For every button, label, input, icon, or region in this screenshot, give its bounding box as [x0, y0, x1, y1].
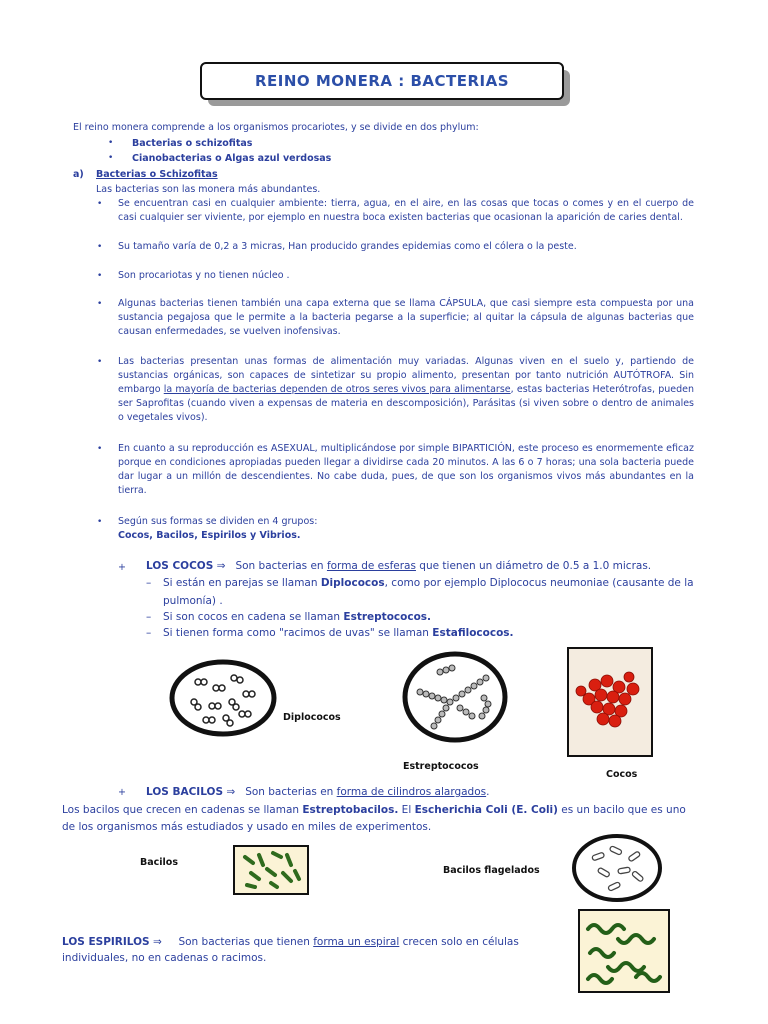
cocos-line [163, 576, 698, 591]
arrow-icon: ⇒ [216, 560, 226, 572]
estafilococos-term: Estafilococos. [432, 627, 514, 639]
cocos-line [163, 610, 431, 625]
bacilos-marker: + [118, 787, 126, 798]
caption-cocos: Cocos [606, 769, 638, 780]
caption-estreptococos: Estreptococos [403, 761, 479, 772]
dash-marker: – [146, 627, 152, 639]
cocos-line [163, 626, 514, 641]
espirilos-image [578, 909, 670, 993]
cocos-line-text: Si tienen forma como "racimos de uvas" se llaman [163, 627, 433, 639]
cocos-desc-end: que tienen un diámetro de 0.5 a 1.0 micras. [415, 560, 652, 572]
diplococos-term: Diplococos [320, 577, 385, 589]
diplococos-image [168, 658, 278, 740]
bacilos-heading: LOS BACILOS [146, 786, 224, 798]
cocos-line-text: Si son cocos en cadena se llaman [163, 611, 344, 623]
dash-marker: – [146, 611, 152, 623]
cocos-desc-underlined: forma de esferas [326, 560, 416, 572]
bullet-icon: • [97, 517, 103, 527]
ecoli-term: Escherichia Coli (E. Coli) [414, 804, 558, 816]
bullet-text [118, 355, 694, 425]
bullet-text: Su tamaño varía de 0,2 a 3 micras, Han producido grandes epidemias como el cólera o la peste. [118, 241, 577, 252]
bacilos-desc: Son bacterias en [245, 786, 337, 798]
bullet-icon: • [97, 357, 103, 367]
bullet-icon: • [108, 138, 114, 148]
caption-bacilos-flagelados: Bacilos flagelados [443, 865, 540, 876]
cocos-image [567, 647, 653, 757]
caption-bacilos: Bacilos [140, 857, 178, 868]
cocos-desc: Son bacterias en [235, 560, 327, 572]
espirilos-heading-line [62, 935, 519, 950]
bullet-text: Son procariotas y no tienen núcleo . [118, 270, 290, 281]
bacilos-image [233, 845, 309, 895]
espirilos-desc: Son bacterias que tienen [178, 936, 314, 948]
bacilos-paragraph-text: Los bacilos que crecen en cadenas se llaman [62, 804, 303, 816]
espirilos-desc-end: crecen solo en células [399, 936, 519, 948]
groups-list: Cocos, Bacilos, Espirilos y Vibrios. [118, 530, 301, 541]
arrow-icon: ⇒ [152, 936, 162, 948]
bullet-text: En cuanto a su reproducción es ASEXUAL, multiplicándose por simple BIPARTICIÓN, este proceso es enormemente eficaz porque en condiciones apropiadas pueden llegar a dividirse cada 20 minutos. A las 6 o 7 horas; una sola bacteria puede dar lugar a un millón de descendientes. No cabe duda, pues, de que son los organismos vivos más abundantes en la tierra. [118, 443, 694, 496]
bullet-text: Se encuentran casi en cualquier ambiente: tierra, agua, en el aire, en las cosas que tocas o comes y en el cuerpo de casi cualquier ser viviente, por ejemplo en nuestra boca existen bacterias que ocasionan la aparición de caries dental. [118, 198, 694, 223]
espirilos-desc-underlined: forma un espiral [313, 936, 400, 948]
bacilos-paragraph-text: El [398, 804, 415, 816]
bacilos-flagelados-image [570, 832, 664, 904]
section-marker: a) [73, 169, 84, 180]
bullet-icon: • [97, 242, 103, 252]
estreptococos-term: Estreptococos. [343, 611, 432, 623]
dash-marker: – [146, 577, 152, 589]
bullet-icon: • [97, 271, 103, 281]
bullet-icon: • [97, 444, 103, 454]
bullet-icon: • [97, 299, 103, 309]
espirilos-heading: LOS ESPIRILOS [62, 936, 150, 948]
bacilos-paragraph-line2: de los organismos más estudiados y usado en miles de experimentos. [62, 821, 432, 833]
intro-text: El reino monera comprende a los organismos procariotes, y se divide en dos phylum: [73, 122, 479, 133]
cocos-line-text: , como por ejemplo Diplococus neumoniae (causante de la [384, 577, 694, 589]
cocos-line-text: Si están en parejas se llaman [163, 577, 321, 589]
underlined-text: la mayoría de bacterias dependen de otros seres vivos para alimentarse [163, 384, 511, 395]
bacilos-paragraph [62, 803, 686, 818]
espirilos-line2: individuales, no en cadenas o racimos. [62, 952, 267, 964]
cocos-heading: LOS COCOS [146, 560, 214, 572]
bullet-text-part: , estas bacterias Heterótrofas, pueden ser Saprofitas (cuando viven a expensas de materia en descomposición), Parásitas (si viven sobre o dentro de animales o vegetales vivos). [118, 384, 694, 423]
section-lead: Las bacterias son las monera más abundantes. [96, 184, 321, 195]
phylum-item: Bacterias o schizofitas [132, 138, 253, 149]
bullet-text: Según sus formas se dividen en 4 grupos: [118, 516, 318, 527]
phylum-item: Cianobacterias o Algas azul verdosas [132, 153, 332, 164]
page-title: REINO MONERA : BACTERIAS [200, 62, 564, 100]
cocos-heading-line [146, 559, 651, 574]
caption-diplococos: Diplococos [283, 712, 341, 723]
bullet-text-part: Las bacterias presentan unas formas de alimentación muy variadas. Algunas viven en el suelo y, partiendo de sustancias orgánicas, son capaces de sintetizar su propio alimento, presentan por tanto nutrición AUTÓTROFA. Sin embargo [118, 356, 694, 395]
estreptobacilos-term: Estreptobacilos. [302, 804, 399, 816]
arrow-icon: ⇒ [226, 786, 236, 798]
bullet-icon: • [108, 153, 114, 163]
estreptococos-image [400, 650, 510, 746]
bacilos-heading-line [146, 785, 489, 800]
bacilos-paragraph-text: es un bacilo que es uno [557, 804, 686, 816]
section-heading: Bacterias o Schizofitas [96, 169, 218, 180]
bacilos-desc-end: . [486, 786, 490, 798]
bullet-icon: • [97, 199, 103, 209]
bacilos-desc-underlined: forma de cilindros alargados [336, 786, 487, 798]
cocos-line-cont: pulmonía) . [163, 595, 223, 607]
bullet-text: Algunas bacterias tienen también una capa externa que se llama CÁPSULA, que casi siempre esta compuesta por una sustancia pegajosa que le permite a la bacteria pegarse a la superficie; al quitar la cápsula de algunas bacterias que causan enfermedades, se vuelven inofensivas. [118, 298, 694, 337]
cocos-marker: + [118, 562, 126, 573]
